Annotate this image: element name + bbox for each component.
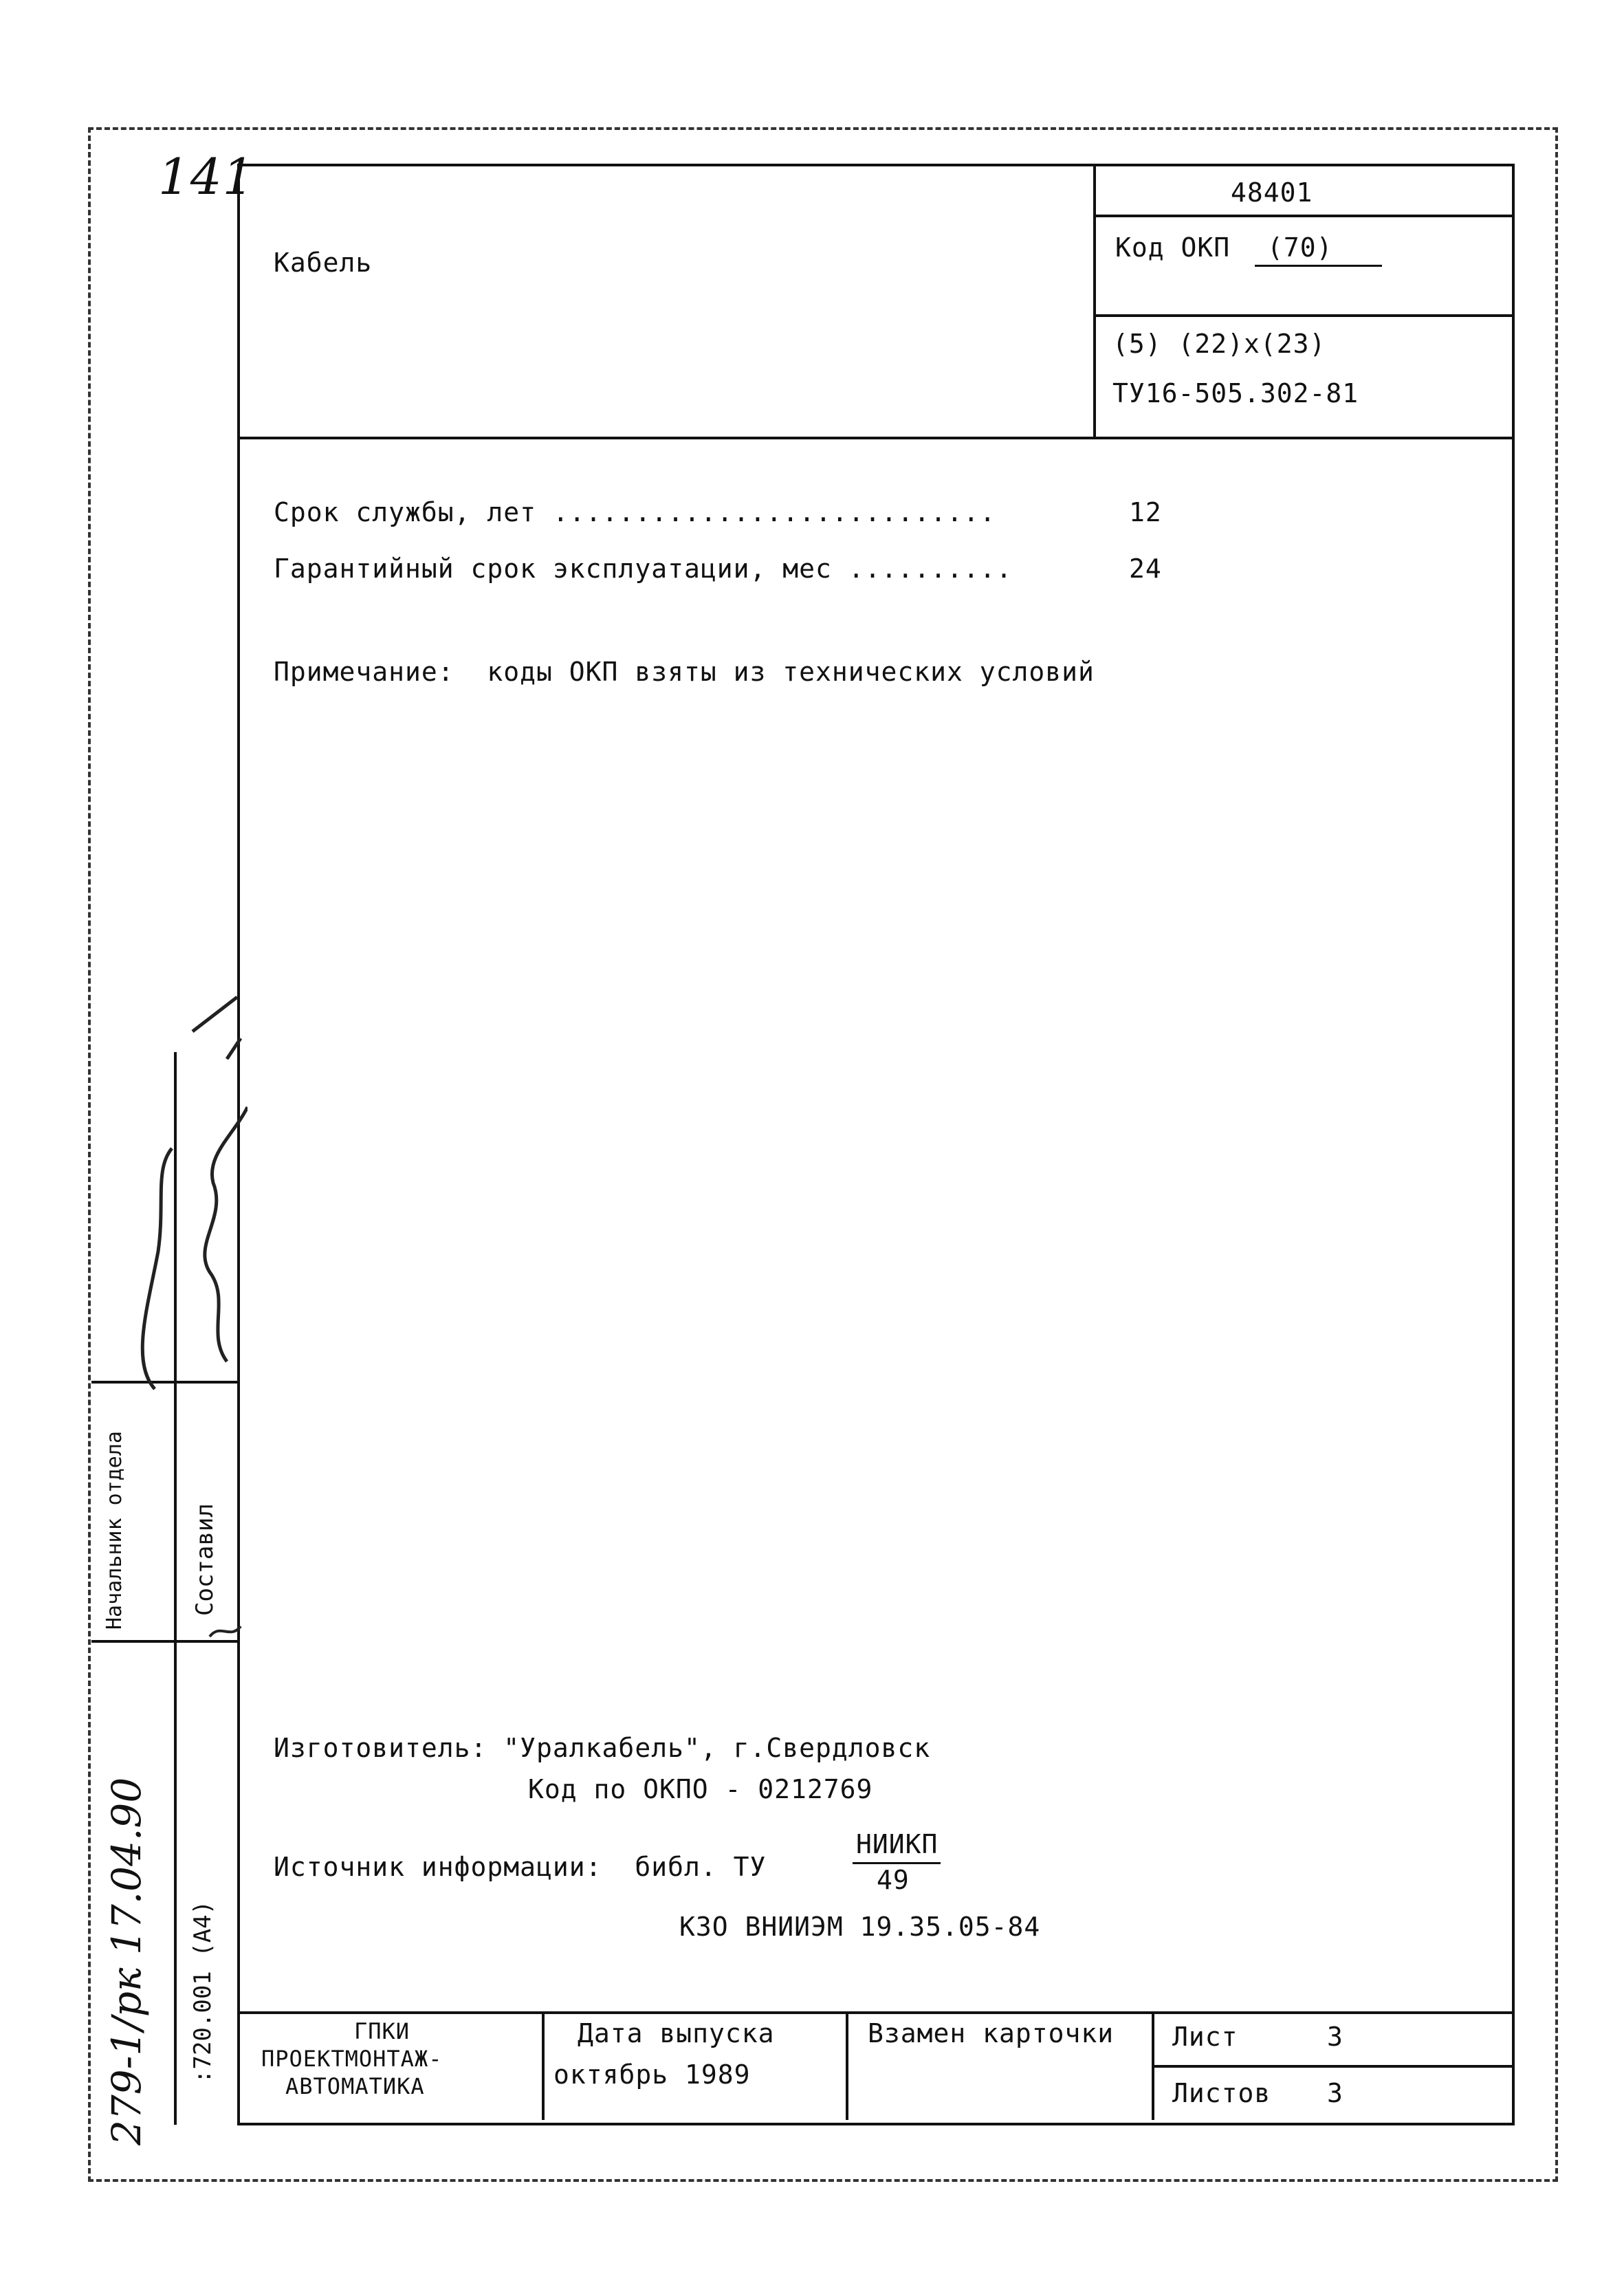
org-line-1: ГПКИ	[354, 2018, 410, 2044]
handwritten-reference: 279-1/рк 17.04.90	[103, 1777, 150, 2145]
source-denominator: 49	[877, 1865, 910, 1895]
source-fraction-bar	[853, 1862, 941, 1864]
note: Примечание: коды ОКП взяты из технических условий	[274, 657, 1095, 687]
warranty-value: 24	[1129, 554, 1162, 584]
page-number: 141	[158, 148, 255, 206]
okp-underline	[1255, 265, 1382, 267]
standard-number: ТУ16-505.302-81	[1112, 378, 1359, 408]
footer-div-1	[542, 2011, 545, 2120]
footer-div-2	[846, 2011, 848, 2120]
compiler-label: Составил	[191, 1503, 219, 1616]
manufacturer-line: Изготовитель: "Уралкабель", г.Свердловск	[274, 1733, 931, 1763]
org-line-2: ПРОЕКТМОНТАЖ-	[261, 2046, 443, 2072]
source-numerator: НИИКП	[856, 1829, 939, 1859]
header-vertical-divider	[1093, 164, 1096, 437]
footer-sheet-line	[1152, 2065, 1512, 2068]
release-value: октябрь 1989	[553, 2059, 751, 2090]
footer-top-line	[237, 2011, 1512, 2014]
signatures	[89, 976, 248, 1733]
chief-label: Начальник отдела	[102, 1431, 127, 1630]
product-title: Кабель	[274, 248, 373, 278]
code-number: 48401	[1231, 177, 1313, 208]
warranty-label: Гарантийный срок эксплуатации, мес ..........	[274, 554, 1013, 584]
sheet-value: 3	[1327, 2022, 1343, 2052]
source-label: Источник информации: библ. ТУ	[274, 1852, 767, 1882]
header-bottom-line	[237, 437, 1512, 439]
sheets-label: Листов	[1172, 2078, 1271, 2108]
okp-value: (70)	[1267, 232, 1333, 263]
service-life-label: Срок службы, лет ...........................	[274, 497, 996, 527]
sheets-value: 3	[1327, 2078, 1343, 2108]
replace-label: Взамен карточки	[868, 2018, 1115, 2048]
sheet-label: Лист	[1172, 2022, 1238, 2052]
release-label: Дата выпуска	[578, 2018, 775, 2048]
org-line-3: АВТОМАТИКА	[285, 2073, 425, 2099]
format-code: :720.001 (А4)	[189, 1900, 217, 2084]
designation: (5) (22)x(23)	[1112, 329, 1326, 359]
service-life-value: 12	[1129, 497, 1162, 527]
okp-row-line	[1093, 314, 1512, 317]
code-row-line	[1093, 215, 1512, 217]
okp-label: Код ОКП	[1115, 232, 1231, 263]
okpo-line: Код по ОКПО - 0212769	[528, 1774, 873, 1804]
kzo-line: КЗО ВНИИЭМ 19.35.05-84	[679, 1912, 1041, 1942]
